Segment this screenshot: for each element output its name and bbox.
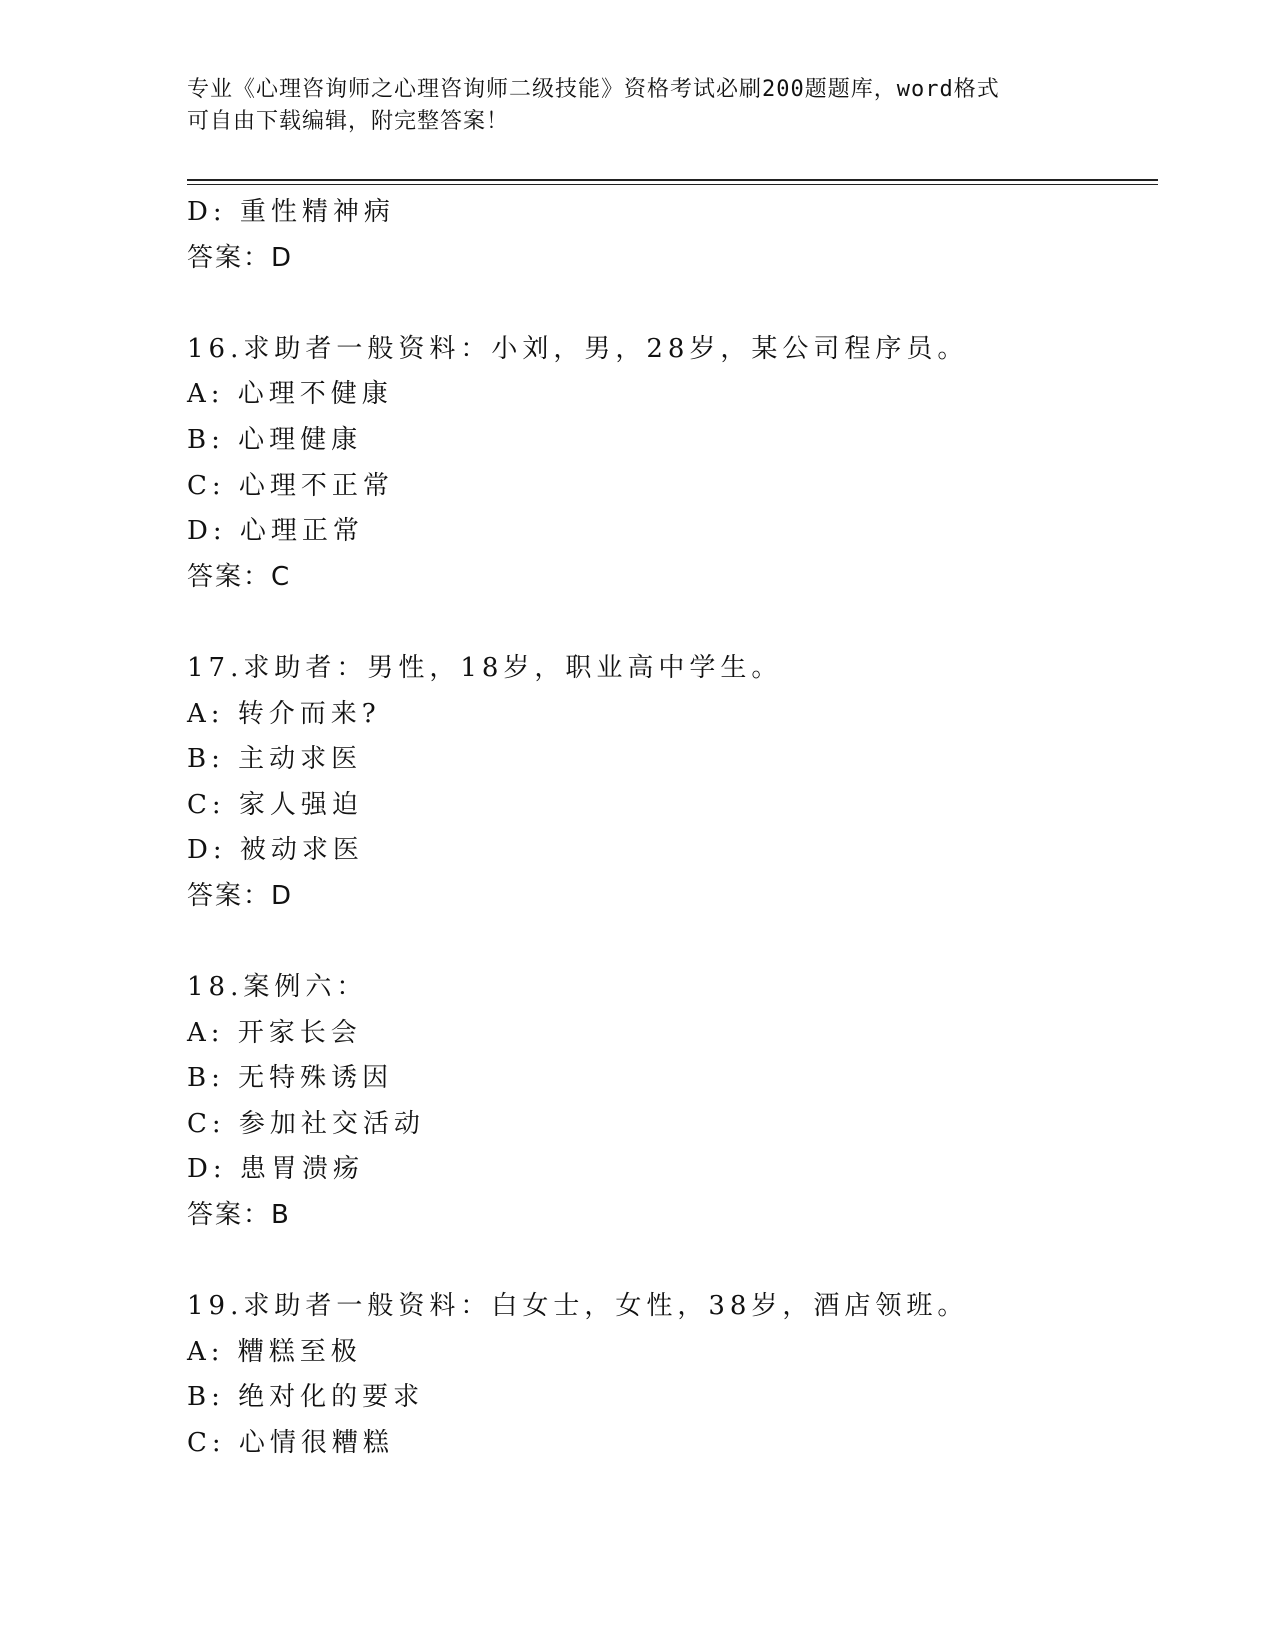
question-stem: 18.案例六： xyxy=(187,972,368,1003)
header-rule-thick xyxy=(187,179,1158,181)
option-a: A: 心理不健康 xyxy=(187,379,393,410)
option-c: C: 家人强迫 xyxy=(187,789,363,820)
spacer xyxy=(187,600,1167,646)
question-stem: 17.求助者：男性，18岁，职业高中学生。 xyxy=(187,652,783,683)
option-d: D: 心理正常 xyxy=(187,516,364,547)
header-line-1: 专业《心理咨询师之心理咨询师二级技能》资格考试必刷200题题库，word格式 xyxy=(187,77,1000,102)
question-17 xyxy=(187,646,1167,920)
option-b: B: 主动求医 xyxy=(187,744,363,775)
option-c: C: 心理不正常 xyxy=(187,470,394,501)
question-list xyxy=(187,190,1167,1467)
question-16 xyxy=(187,327,1167,601)
lead-option-d: D: 重性精神病 xyxy=(187,197,395,227)
question-stem: 16.求助者一般资料：小刘，男，28岁，某公司程序员。 xyxy=(187,333,969,364)
header-line-2: 可自由下载编辑，附完整答案！ xyxy=(187,109,510,134)
spacer xyxy=(187,1239,1167,1285)
lead-answer: 答案：D xyxy=(187,242,294,273)
option-d: D: 患胃溃疡 xyxy=(187,1154,364,1185)
question-stem: 19.求助者一般资料：白女士，女性，38岁，酒店领班。 xyxy=(187,1291,969,1322)
option-b: B: 绝对化的要求 xyxy=(187,1382,425,1413)
option-b: B: 无特殊诱因 xyxy=(187,1063,394,1094)
page-header xyxy=(187,74,1087,138)
option-c: C: 参加社交活动 xyxy=(187,1108,425,1139)
option-c: C: 心情很糟糕 xyxy=(187,1428,394,1459)
spacer xyxy=(187,281,1167,327)
question-answer: 答案：C xyxy=(187,561,292,592)
option-a: A: 开家长会 xyxy=(187,1017,362,1048)
question-answer: 答案：B xyxy=(187,1200,291,1231)
header-rule-thin xyxy=(187,184,1158,185)
option-a: A: 糟糕至极 xyxy=(187,1336,362,1367)
question-19 xyxy=(187,1284,1167,1466)
option-d: D: 被动求医 xyxy=(187,835,364,866)
question-answer: 答案：D xyxy=(187,880,294,911)
question-18 xyxy=(187,965,1167,1239)
option-a: A: 转介而来? xyxy=(187,698,381,729)
spacer xyxy=(187,920,1167,966)
option-b: B: 心理健康 xyxy=(187,424,363,455)
